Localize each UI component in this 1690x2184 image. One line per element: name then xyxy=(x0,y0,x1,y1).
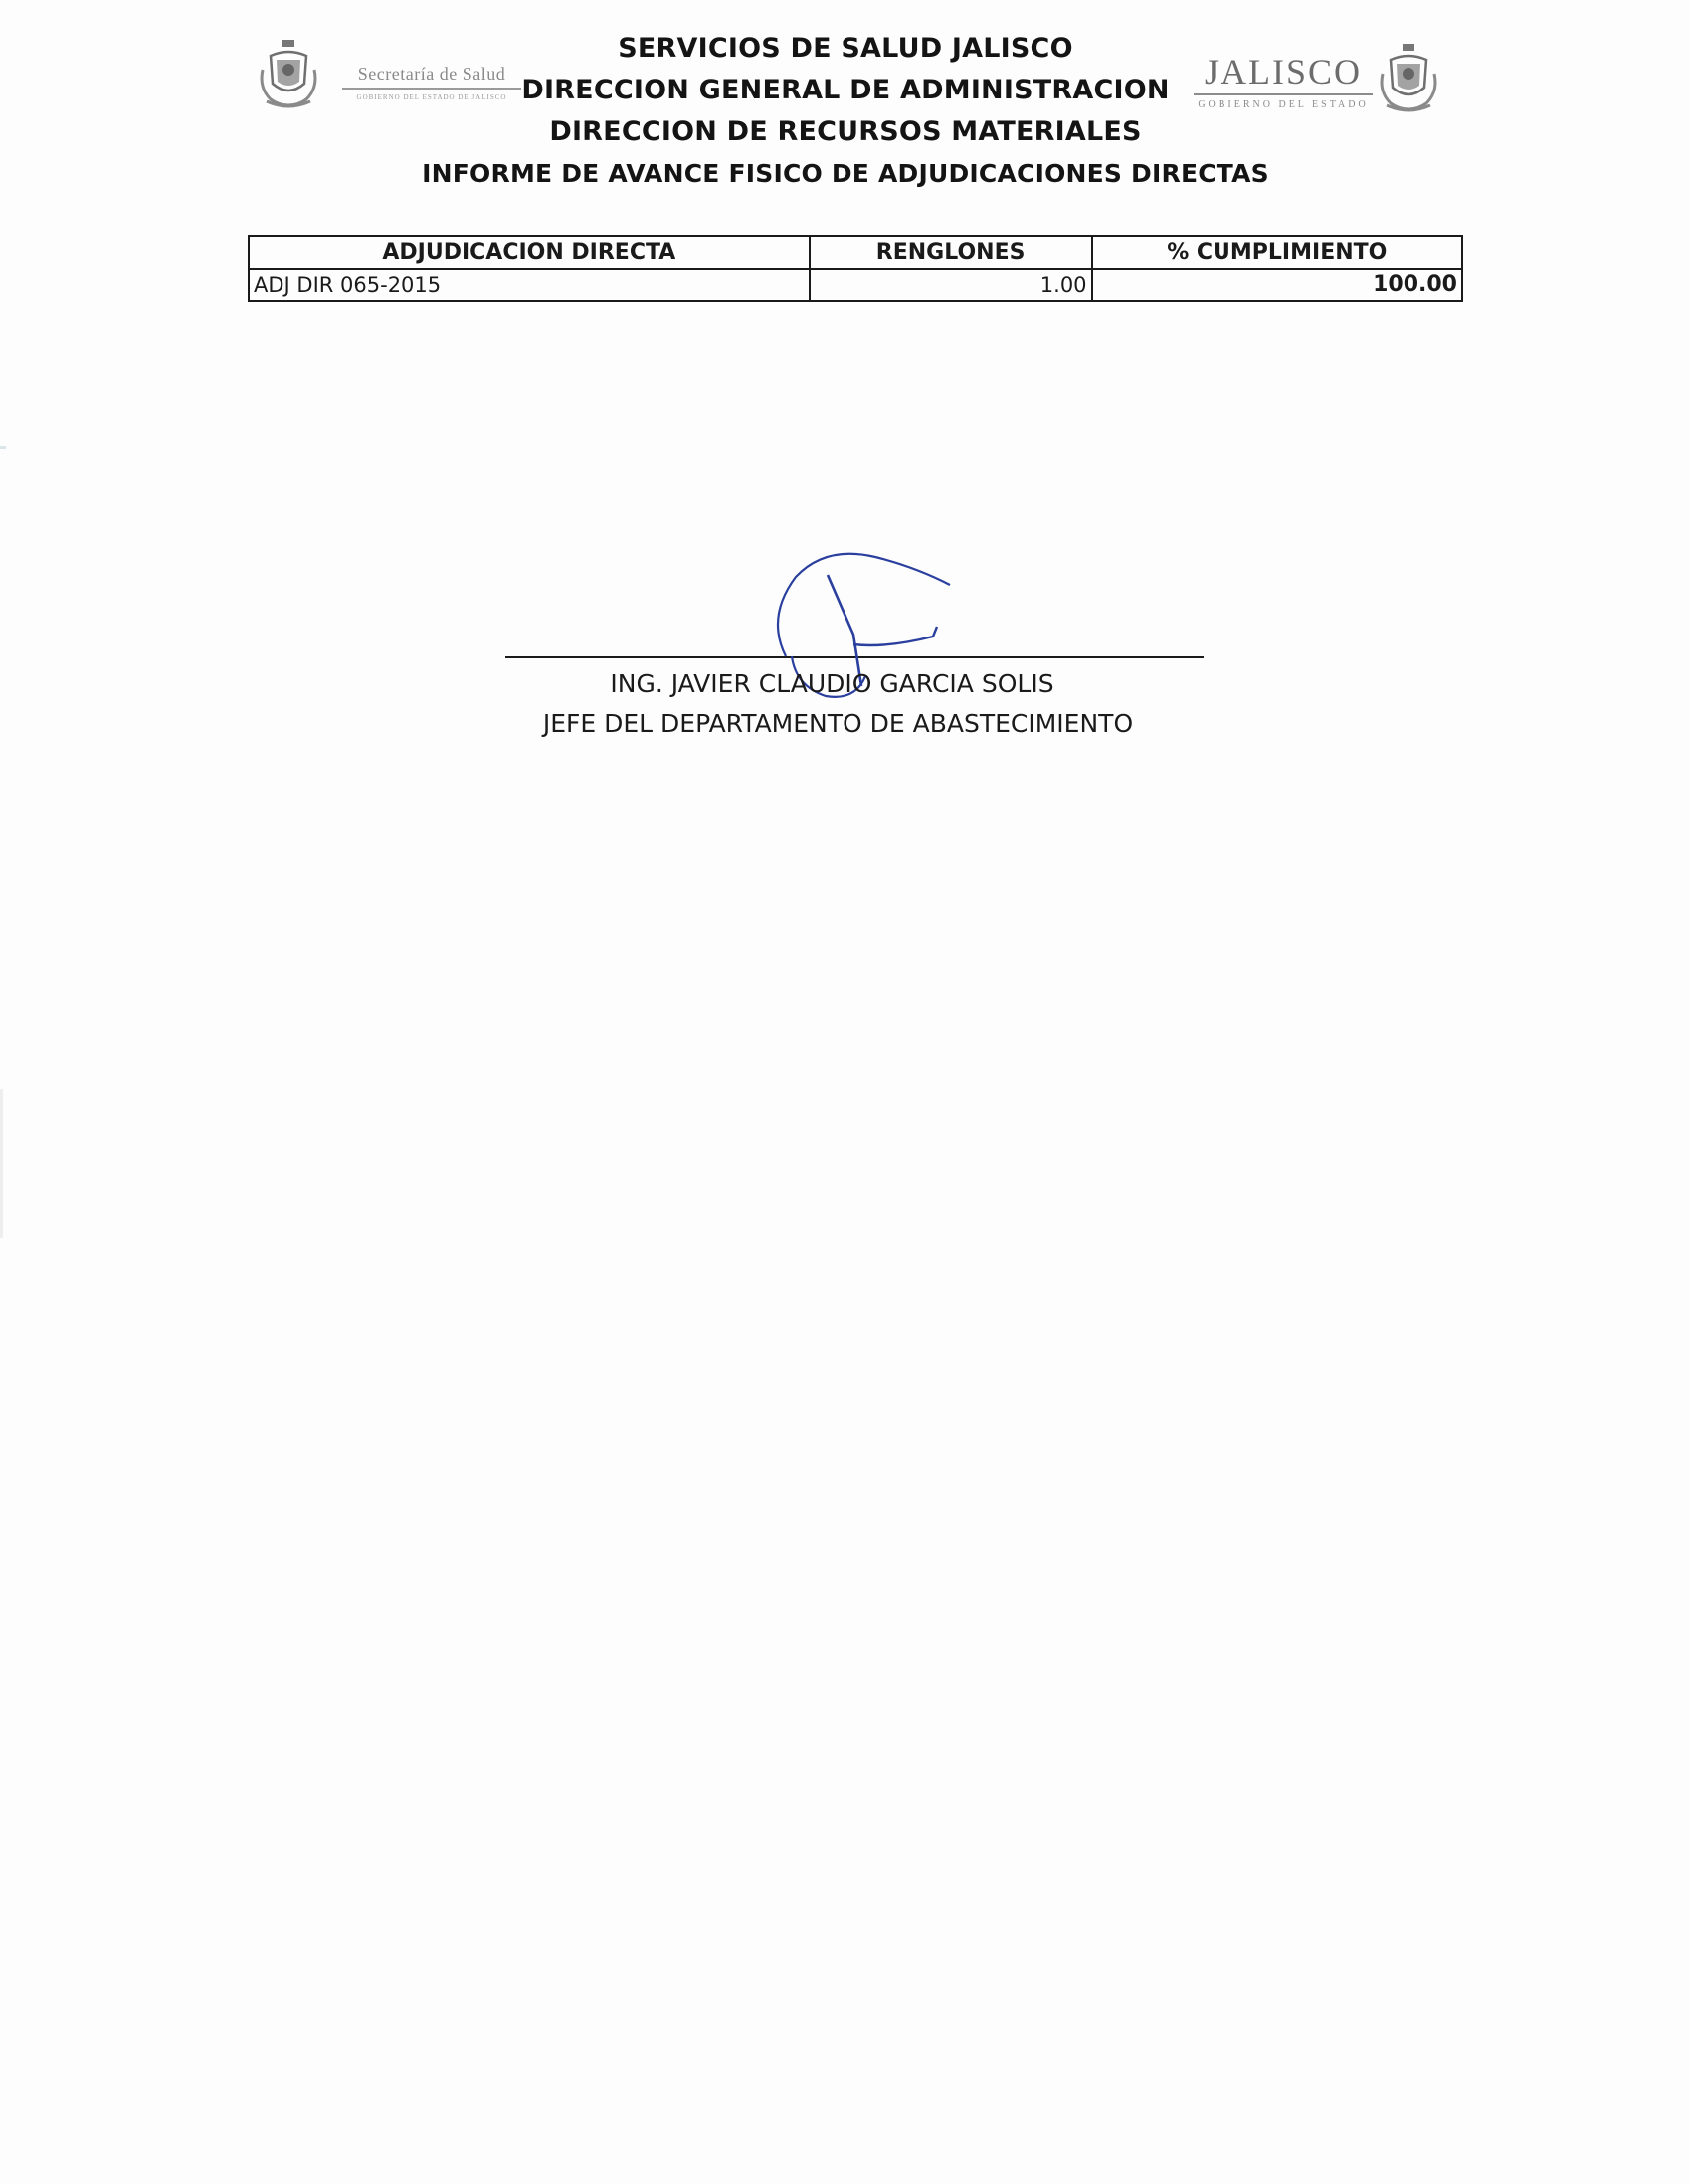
signer-name: ING. JAVIER CLAUDIO GARCIA SOLIS xyxy=(610,669,1054,698)
signature-block xyxy=(0,537,1690,756)
jalisco-crest-icon xyxy=(257,40,320,113)
cell-adjudicacion: ADJ DIR 065-2015 xyxy=(249,269,810,301)
handwritten-signature xyxy=(756,537,975,736)
document-header xyxy=(0,28,1690,197)
scan-mark xyxy=(0,446,6,449)
cell-cumplimiento: 100.00 xyxy=(1092,269,1462,301)
secretaria-salud-text: Secretaría de Salud xyxy=(357,64,506,84)
column-header-renglones: RENGLONES xyxy=(810,236,1092,269)
cell-renglones: 1.00 xyxy=(810,269,1092,301)
gobierno-estado-subtitle: GOBIERNO DEL ESTADO DE JALISCO xyxy=(342,88,521,101)
column-header-adjudicacion: ADJUDICACION DIRECTA xyxy=(249,236,810,269)
jalisco-gobierno-logo xyxy=(1194,36,1452,135)
jalisco-crest-icon xyxy=(1377,44,1440,117)
table-row xyxy=(249,269,1462,301)
header-title-recursos-materiales: DIRECCION DE RECURSOS MATERIALES xyxy=(549,116,1142,147)
table-header-row xyxy=(249,236,1462,269)
header-title-informe: INFORME DE AVANCE FISICO DE ADJUDICACIONES DIRECTAS xyxy=(422,159,1269,188)
jalisco-wordmark: JALISCO xyxy=(1204,52,1363,91)
column-header-cumplimiento: % CUMPLIMIENTO xyxy=(1092,236,1462,269)
header-title-servicios: SERVICIOS DE SALUD JALISCO xyxy=(618,33,1073,64)
signer-role: JEFE DEL DEPARTAMENTO DE ABASTECIMIENTO xyxy=(542,709,1134,738)
header-titles xyxy=(418,28,1273,195)
adjudicaciones-table xyxy=(248,235,1463,302)
gobierno-del-estado-subtitle: GOBIERNO DEL ESTADO xyxy=(1194,93,1373,110)
header-title-direccion-general: DIRECCION GENERAL DE ADMINISTRACION xyxy=(521,75,1170,105)
scan-mark xyxy=(0,1089,3,1238)
